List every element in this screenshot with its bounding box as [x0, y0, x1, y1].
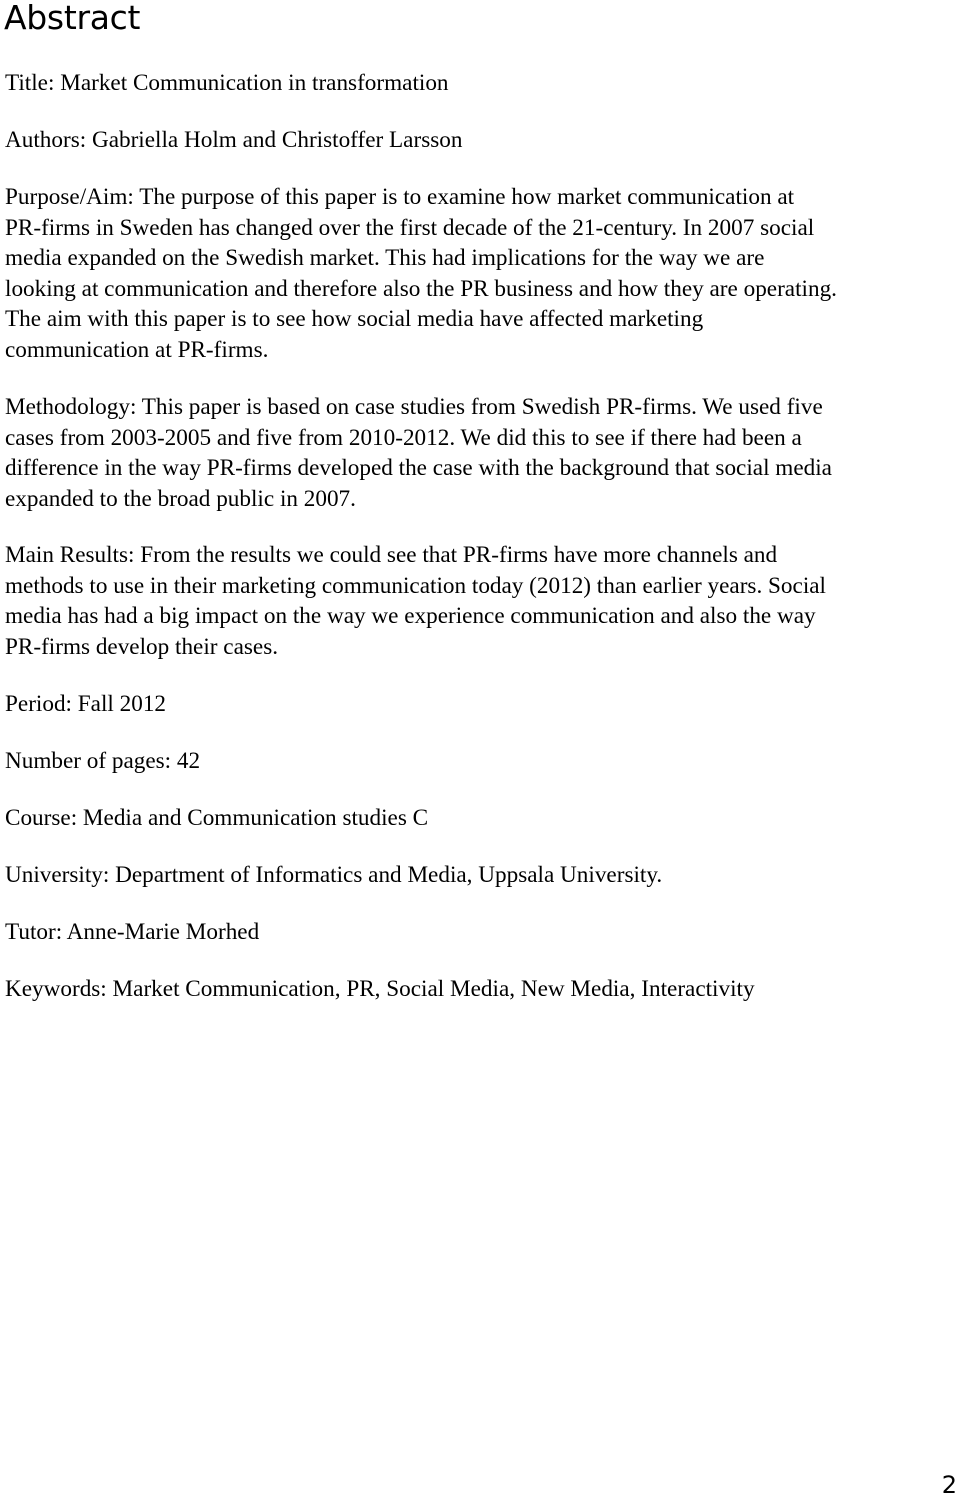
- methodology-line: expanded to the broad public in 2007.: [5, 485, 356, 512]
- purpose-paragraph: [5, 182, 957, 365]
- keywords-line: Keywords: Market Communication, PR, Social Media, New Media, Interactivity: [5, 976, 755, 1002]
- methodology-line: Methodology: This paper is based on case studies from Swedish PR-firms. We used five: [5, 394, 823, 420]
- authors-line: Authors: Gabriella Holm and Christoffer Larsson: [5, 127, 463, 153]
- university-line: University: Department of Informatics and Media, Uppsala University.: [5, 862, 663, 888]
- purpose-line: Purpose/Aim: The purpose of this paper is to examine how market communication at: [5, 184, 795, 210]
- results-line: PR-firms develop their cases.: [5, 633, 279, 660]
- results-paragraph: [5, 540, 957, 662]
- purpose-line: PR-firms in Sweden has changed over the first decade of the 21-century. In 2007 social: [5, 214, 815, 241]
- pages-line: Number of pages: 42: [5, 748, 201, 774]
- methodology-paragraph: [5, 392, 957, 514]
- period-line: Period: Fall 2012: [5, 691, 167, 717]
- results-line: Main Results: From the results we could see that PR-firms have more channels and: [5, 542, 778, 568]
- purpose-line: media expanded on the Swedish market. This had implications for the way we are: [5, 245, 765, 271]
- purpose-line: The aim with this paper is to see how social media have affected marketing: [5, 306, 704, 332]
- purpose-line: looking at communication and therefore also the PR business and how they are operating.: [5, 275, 837, 302]
- title-line: Title: Market Communication in transformation: [5, 70, 449, 96]
- methodology-line: cases from 2003-2005 and five from 2010-2012. We did this to see if there had been a: [5, 424, 802, 451]
- purpose-line: communication at PR-firms.: [5, 336, 269, 363]
- results-line: methods to use in their marketing communication today (2012) than earlier years. Social: [5, 572, 826, 599]
- abstract-heading: Abstract: [4, 0, 141, 37]
- course-line: Course: Media and Communication studies C: [5, 805, 429, 831]
- tutor-line: Tutor: Anne-Marie Morhed: [5, 919, 260, 945]
- methodology-line: difference in the way PR-firms developed the case with the background that social media: [5, 455, 832, 481]
- page-number: 2: [941, 1471, 957, 1499]
- results-line: media has had a big impact on the way we experience communication and also the way: [5, 603, 816, 629]
